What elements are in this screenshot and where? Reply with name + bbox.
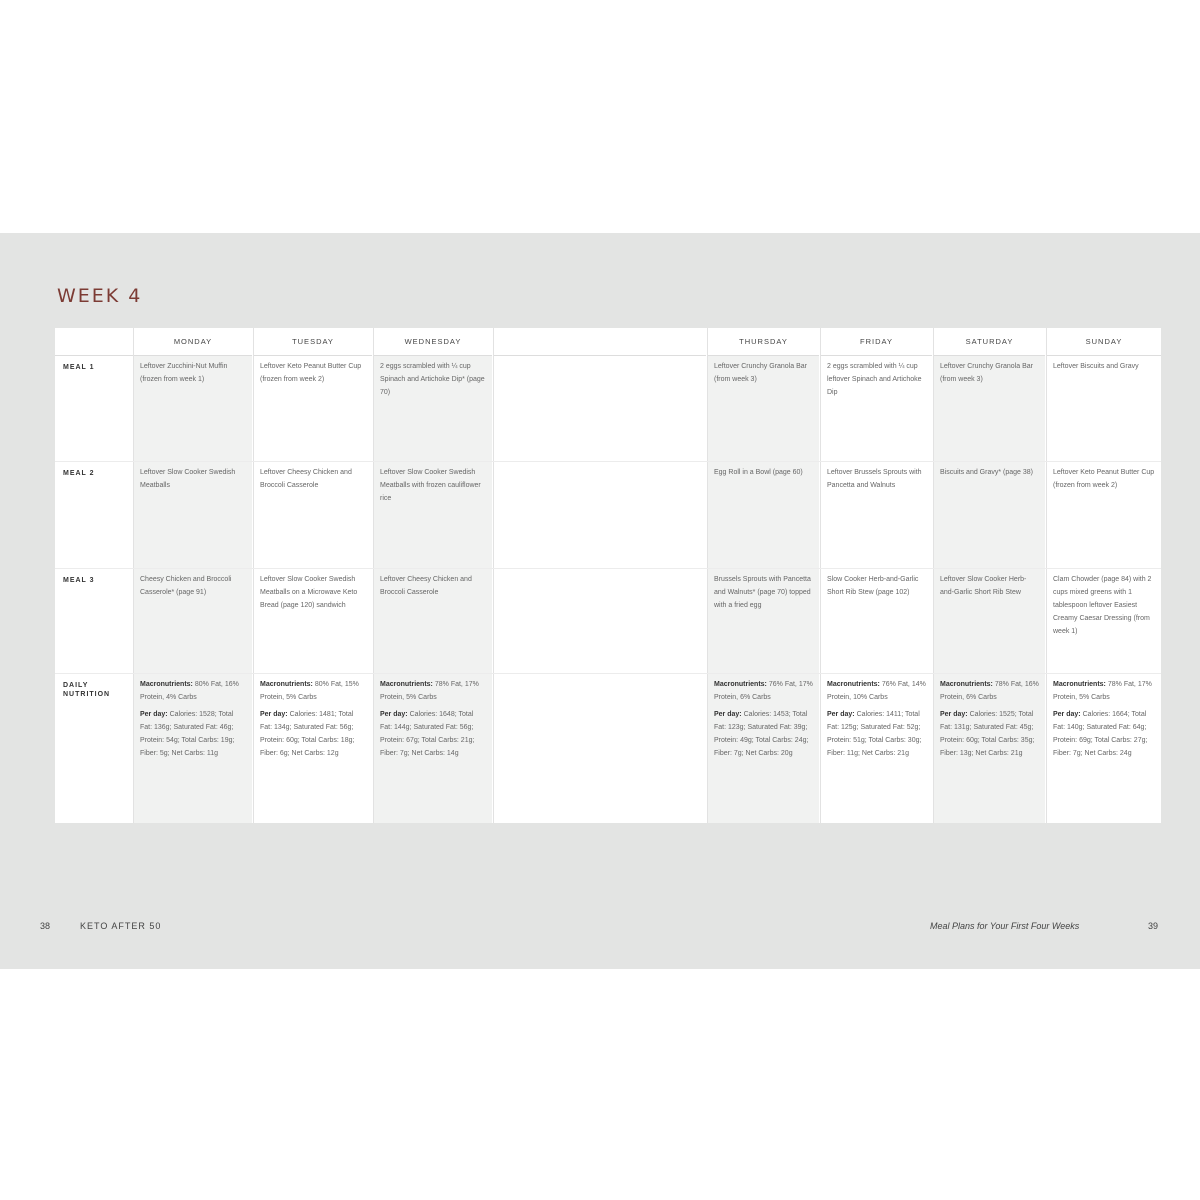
- nutrition-cell: [380, 678, 486, 818]
- per-day-value: Calories: 1525; Total Fat: 131g; Saturated Fat: 45g; Protein: 60g; Total Carbs: 35g; Fiber: 13g; Net Carbs: 21g: [940, 711, 1035, 757]
- column-divider: [707, 328, 708, 823]
- meal-cell: Egg Roll in a Bowl (page 60): [714, 469, 803, 476]
- column-divider: [493, 328, 494, 823]
- meal-cell: Leftover Slow Cooker Herb-and-Garlic Short Rib Stew: [940, 576, 1027, 596]
- macronutrients-value: 80% Fat, 15% Protein, 5% Carbs: [260, 681, 359, 701]
- per-day-label: Per day:: [380, 711, 408, 718]
- macronutrients-label: Macronutrients:: [940, 681, 993, 688]
- per-day-value: Calories: 1648; Total Fat: 144g; Saturated Fat: 56g; Protein: 67g; Total Carbs: 21g; Fiber: 7g; Net Carbs: 14g: [380, 711, 475, 757]
- day-header: THURSDAY: [708, 328, 819, 356]
- meal-cell: Biscuits and Gravy* (page 38): [940, 469, 1033, 476]
- meal-cell: Clam Chowder (page 84) with 2 cups mixed greens with 1 tablespoon leftover Easiest Creamy Caesar Dressing (from week 1): [1053, 576, 1152, 635]
- day-header: SATURDAY: [934, 328, 1045, 356]
- daily-nutrition-label: DAILY NUTRITION: [63, 682, 111, 698]
- row-divider: [55, 673, 1161, 674]
- per-day-label: Per day:: [260, 711, 288, 718]
- meal-cell: Cheesy Chicken and Broccoli Casserole* (page 91): [140, 576, 232, 596]
- row-divider: [55, 461, 1161, 462]
- nutrition-cell: [260, 678, 366, 818]
- macronutrients-value: 76% Fat, 17% Protein, 6% Carbs: [714, 681, 813, 701]
- meal-cell: Leftover Crunchy Granola Bar (from week 3): [940, 363, 1033, 383]
- meal-cell: Leftover Cheesy Chicken and Broccoli Casserole: [380, 576, 472, 596]
- per-day-label: Per day:: [1053, 711, 1081, 718]
- nutrition-cell: [714, 678, 813, 818]
- meal-cell: Leftover Keto Peanut Butter Cup (frozen from week 2): [260, 363, 362, 383]
- column-divider: [253, 328, 254, 823]
- macronutrients-value: 78% Fat, 16% Protein, 6% Carbs: [940, 681, 1039, 701]
- column-divider: [820, 328, 821, 823]
- macronutrients-value: 78% Fat, 17% Protein, 5% Carbs: [380, 681, 479, 701]
- day-header: SUNDAY: [1047, 328, 1161, 356]
- right-running-title: Meal Plans for Your First Four Weeks: [930, 921, 1080, 931]
- per-day-value: Calories: 1481; Total Fat: 134g; Saturated Fat: 56g; Protein: 60g; Total Carbs: 18g; Fiber: 6g; Net Carbs: 12g: [260, 711, 355, 757]
- per-day-value: Calories: 1453; Total Fat: 123g; Saturated Fat: 39g; Protein: 49g; Total Carbs: 24g; Fiber: 7g; Net Carbs: 20g: [714, 711, 809, 757]
- column-divider: [933, 328, 934, 823]
- meal-cell: 2 eggs scrambled with ¼ cup Spinach and Artichoke Dip* (page 70): [380, 363, 485, 396]
- week-title: WEEK 4: [57, 285, 143, 307]
- per-day-label: Per day:: [140, 711, 168, 718]
- macronutrients-label: Macronutrients:: [140, 681, 193, 688]
- corner-header: [55, 328, 134, 356]
- meal-1-label: MEAL 1: [63, 364, 95, 371]
- column-divider: [1046, 328, 1047, 823]
- nutrition-cell: [1053, 678, 1155, 818]
- meal-3-label: MEAL 3: [63, 577, 95, 584]
- per-day-value: Calories: 1411; Total Fat: 125g; Saturated Fat: 52g; Protein: 51g; Total Carbs: 30g; Fiber: 11g; Net Carbs: 21g: [827, 711, 922, 757]
- per-day-value: Calories: 1664; Total Fat: 140g; Saturated Fat: 64g; Protein: 69g; Total Carbs: 27g; Fiber: 7g; Net Carbs: 24g: [1053, 711, 1148, 757]
- meal-cell: Leftover Cheesy Chicken and Broccoli Casserole: [260, 469, 352, 489]
- meal-2-label: MEAL 2: [63, 470, 95, 477]
- macronutrients-label: Macronutrients:: [260, 681, 313, 688]
- meal-plan-table: [55, 328, 1161, 823]
- row-divider: [55, 568, 1161, 569]
- meal-cell: Leftover Crunchy Granola Bar (from week 3): [714, 363, 807, 383]
- per-day-label: Per day:: [940, 711, 968, 718]
- nutrition-cell: [940, 678, 1039, 818]
- meal-cell: Leftover Keto Peanut Butter Cup (frozen from week 2): [1053, 469, 1155, 489]
- meal-cell: Leftover Slow Cooker Swedish Meatballs with frozen cauliflower rice: [380, 469, 481, 502]
- per-day-label: Per day:: [827, 711, 855, 718]
- day-header: WEDNESDAY: [374, 328, 492, 356]
- right-page-number: 39: [1148, 921, 1159, 931]
- left-page-number: 38: [40, 921, 51, 931]
- day-header: TUESDAY: [254, 328, 372, 356]
- macronutrients-label: Macronutrients:: [827, 681, 880, 688]
- column-divider: [133, 328, 134, 823]
- macronutrients-label: Macronutrients:: [714, 681, 767, 688]
- day-header: MONDAY: [134, 328, 252, 356]
- meal-cell: Leftover Zucchini-Nut Muffin (frozen from week 1): [140, 363, 228, 383]
- macronutrients-label: Macronutrients:: [1053, 681, 1106, 688]
- meal-cell: Brussels Sprouts with Pancetta and Walnuts* (page 70) topped with a fried egg: [714, 576, 811, 609]
- nutrition-cell: [140, 678, 246, 818]
- meal-cell: [500, 573, 700, 670]
- day-header: [494, 328, 706, 356]
- day-header: FRIDAY: [821, 328, 932, 356]
- nutrition-cell: [827, 678, 926, 818]
- meal-cell: Leftover Slow Cooker Swedish Meatballs on a Microwave Keto Bread (page 120) sandwich: [260, 576, 358, 609]
- meal-cell: [500, 360, 700, 458]
- meal-cell: Leftover Slow Cooker Swedish Meatballs: [140, 469, 236, 489]
- meal-cell: Leftover Brussels Sprouts with Pancetta and Walnuts: [827, 469, 922, 489]
- meal-cell: Slow Cooker Herb-and-Garlic Short Rib Stew (page 102): [827, 576, 919, 596]
- meal-cell: 2 eggs scrambled with ¼ cup leftover Spinach and Artichoke Dip: [827, 363, 922, 396]
- macronutrients-label: Macronutrients:: [380, 681, 433, 688]
- left-running-title: KETO AFTER 50: [80, 921, 162, 931]
- macronutrients-value: 78% Fat, 17% Protein, 5% Carbs: [1053, 681, 1152, 701]
- column-divider: [373, 328, 374, 823]
- macronutrients-value: 76% Fat, 14% Protein, 10% Carbs: [827, 681, 926, 701]
- meal-cell: [500, 466, 700, 565]
- book-spread: [0, 233, 1200, 969]
- per-day-label: Per day:: [714, 711, 742, 718]
- per-day-value: Calories: 1528; Total Fat: 136g; Saturated Fat: 46g; Protein: 54g; Total Carbs: 19g; Fiber: 5g; Net Carbs: 11g: [140, 711, 235, 757]
- macronutrients-value: 80% Fat, 16% Protein, 4% Carbs: [140, 681, 239, 701]
- nutrition-cell: [500, 678, 700, 818]
- meal-cell: Leftover Biscuits and Gravy: [1053, 363, 1139, 370]
